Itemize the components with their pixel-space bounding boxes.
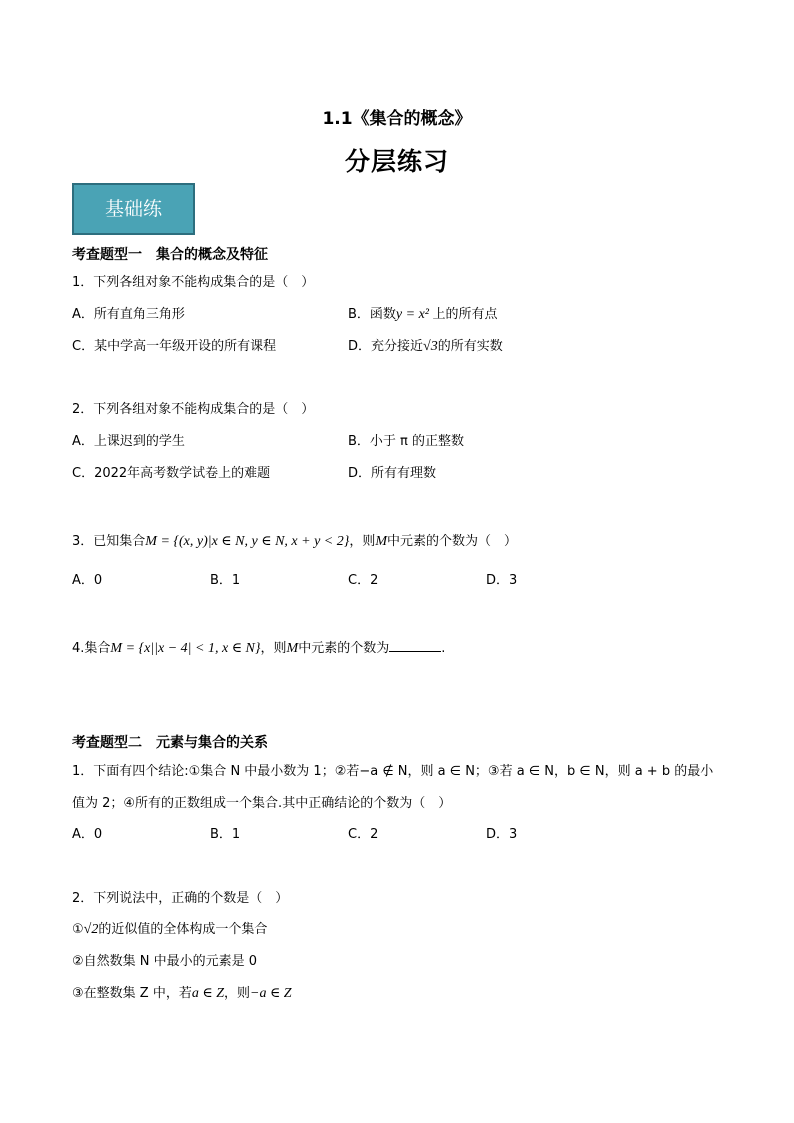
stem-text: 的近似值的全体构成一个集合	[98, 922, 268, 937]
option-d: D．3	[486, 827, 518, 842]
option-c: C．某中学高一年级开设的所有课程	[72, 339, 277, 354]
question-stem: 1．下列各组对象不能构成集合的是（ ）	[72, 275, 315, 290]
option-a: A．0	[72, 827, 103, 842]
option-d	[348, 335, 503, 355]
option-a: A．所有直角三角形	[72, 307, 185, 322]
option-b	[348, 303, 498, 323]
option-text: 上的所有点	[432, 307, 498, 322]
statement-3	[72, 982, 292, 1002]
option-a: A．上课迟到的学生	[72, 434, 185, 449]
stem-text: ，则	[260, 641, 287, 656]
formula: M = {(x, y)|x ∈ N, y ∈ N, x + y < 2}	[145, 534, 350, 549]
option-label: B．函数	[348, 307, 396, 322]
option-c: C．2022年高考数学试卷上的难题	[72, 466, 271, 481]
option-b: B．1	[210, 827, 241, 842]
formula: √3	[423, 339, 438, 354]
option-b: B．小于 π 的正整数	[348, 434, 465, 449]
option-c: C．2	[348, 573, 379, 588]
question-stem: 1．下面有四个结论:①集合 N 中最小数为 1；②若−a ∉ N，则 a ∈ N；③若 a ∈ N，b ∈ N，则 a + b 的最小	[72, 764, 714, 779]
option-b: B．1	[210, 573, 241, 588]
formula: M	[286, 641, 299, 656]
section-heading-1: 考查题型一 集合的概念及特征	[72, 247, 268, 263]
question-stem	[72, 637, 445, 657]
question-stem: 值为 2；④所有的正数组成一个集合.其中正确结论的个数为（ ）	[72, 796, 452, 811]
formula: y = x²	[395, 307, 433, 322]
statement-2: ②自然数集 N 中最小的元素是 0	[72, 954, 258, 969]
option-text: 的所有实数	[437, 339, 503, 354]
section-heading-2: 考查题型二 元素与集合的关系	[72, 735, 268, 751]
option-label: D．充分接近	[348, 339, 424, 354]
question-stem: 2．下列各组对象不能构成集合的是（ ）	[72, 402, 315, 417]
page-title: 1.1《集合的概念》	[322, 109, 472, 129]
stem-text: ，则	[223, 986, 250, 1001]
stem-text: ①	[72, 922, 84, 937]
formula: −a ∈ Z	[250, 986, 292, 1001]
stem-text: 4.集合	[72, 641, 111, 656]
option-a: A．0	[72, 573, 103, 588]
formula: M	[375, 534, 388, 549]
option-d: D．3	[486, 573, 518, 588]
stem-text: 中元素的个数为	[298, 641, 390, 656]
question-stem	[72, 530, 517, 550]
question-stem: 2．下列说法中，正确的个数是（ ）	[72, 891, 289, 906]
page-subtitle: 分层练习	[344, 147, 449, 176]
statement-1	[72, 918, 267, 938]
formula: M = {x||x − 4| < 1, x ∈ N}	[110, 641, 261, 656]
formula: √2	[83, 922, 99, 937]
stem-text: .	[441, 641, 446, 656]
stem-text: 3．已知集合	[72, 534, 146, 549]
option-d: D．所有有理数	[348, 466, 437, 481]
level-badge: 基础练	[72, 183, 195, 235]
stem-text: ，则	[349, 534, 376, 549]
stem-text: 中元素的个数为（ ）	[387, 534, 518, 549]
option-c: C．2	[348, 827, 379, 842]
answer-blank[interactable]	[389, 639, 441, 652]
formula: a ∈ Z	[191, 986, 224, 1001]
stem-text: ③在整数集 Z 中，若	[72, 986, 192, 1001]
